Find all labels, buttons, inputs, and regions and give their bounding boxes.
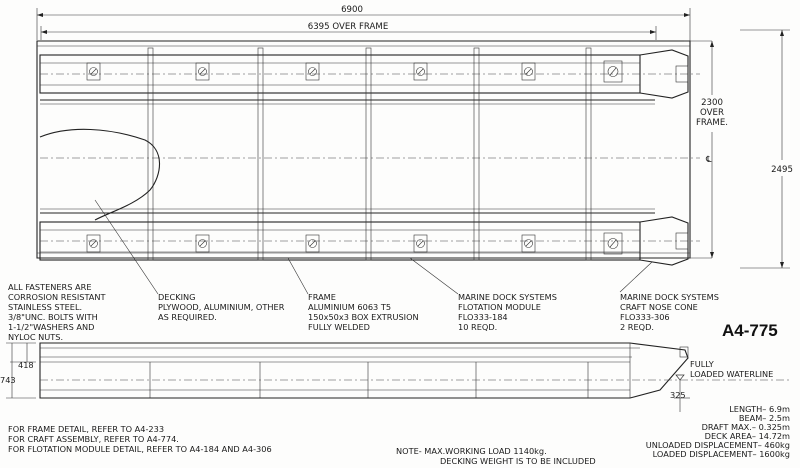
flotation-note-line: FLO333-184 <box>458 312 508 322</box>
fastener-note-line: 1-1/2"WASHERS AND <box>8 322 95 332</box>
flotation-note-line: FLOTATION MODULE <box>458 302 541 312</box>
flotation-note-line: 10 REQD. <box>458 322 498 332</box>
frame-note-line: FRAME <box>308 292 336 302</box>
fastener-note-line: ALL FASTENERS ARE <box>8 282 92 292</box>
side-height-dimensions <box>0 343 36 398</box>
frame-length-dimension <box>41 22 656 40</box>
waterline-note-line: LOADED WATERLINE <box>690 369 774 379</box>
spec-length: LENGTH– 6.9m <box>729 404 790 414</box>
spec-unloaded-displacement: UNLOADED DISPLACEMENT– 460kg <box>645 440 790 450</box>
specifications-block <box>646 404 790 459</box>
side-height-total-label: 743 <box>0 375 16 385</box>
drawing-number: A4-775 <box>722 321 778 340</box>
decking-note-line: AS REQUIRED. <box>158 312 217 322</box>
frame-note <box>288 258 419 332</box>
overall-length-label: 6900 <box>341 5 363 15</box>
nose-cone-note-line: CRAFT NOSE CONE <box>620 302 698 312</box>
fastener-note-line: CORROSION RESISTANT <box>8 292 106 302</box>
lower-bolts <box>87 233 622 254</box>
spec-draft: DRAFT MAX.– 0.325m <box>701 422 790 432</box>
frame-width-line-2: OVER <box>700 108 724 118</box>
reference-note-line: FOR CRAFT ASSEMBLY, REFER TO A4-774. <box>8 434 179 444</box>
fastener-note-line: 3/8"UNC. BOLTS WITH <box>8 312 98 322</box>
reference-note-line: FOR FLOTATION MODULE DETAIL, REFER TO A4-184 AND A4-306 <box>8 444 272 454</box>
spec-beam: BEAM– 2.5m <box>738 413 790 423</box>
centerline-symbol: ℄ <box>706 155 712 165</box>
overall-width-label: 2495 <box>771 165 793 175</box>
spec-deck-area: DECK AREA– 14.72m <box>704 431 790 441</box>
nose-cone-note-line: 2 REQD. <box>620 322 655 332</box>
plan-view <box>37 41 700 265</box>
working-load-line: DECKING WEIGHT IS TO BE INCLUDED <box>440 456 596 466</box>
frame-note-line: FULLY WELDED <box>308 322 370 332</box>
decking-cutaway <box>40 129 160 220</box>
frame-width-line-3: FRAME. <box>695 118 729 128</box>
frame-length-label: 6395 OVER FRAME <box>307 22 389 32</box>
flotation-note <box>410 258 557 332</box>
decking-note-line: PLYWOOD, ALUMINIUM, OTHER <box>158 302 285 312</box>
draft-label: 325 <box>670 390 686 400</box>
frame-note-line: ALUMINIUM 6063 T5 <box>308 302 392 312</box>
flotation-note-line: MARINE DOCK SYSTEMS <box>458 292 557 302</box>
reference-notes <box>8 424 272 454</box>
fastener-note-line: NYLOC NUTS. <box>8 332 64 342</box>
decking-note-line: DECKING <box>158 292 196 302</box>
fastener-note <box>8 282 107 342</box>
nose-cone-note-line: FLO333-306 <box>620 312 670 322</box>
reference-note-line: FOR FRAME DETAIL, REFER TO A4-233 <box>8 424 165 434</box>
nose-cone-note-line: MARINE DOCK SYSTEMS <box>620 292 719 302</box>
frame-width-line-1: 2300 <box>701 98 723 108</box>
spec-loaded-displacement: LOADED DISPLACEMENT– 1600kg <box>652 449 790 459</box>
fastener-note-line: STAINLESS STEEL. <box>8 302 83 312</box>
side-height-top-label: 418 <box>18 360 34 370</box>
waterline-note <box>690 359 773 379</box>
hull-outline <box>37 41 690 258</box>
upper-bolts <box>87 61 622 82</box>
frame-width-dimension <box>684 41 728 258</box>
nose-cone-note <box>620 262 719 332</box>
overall-width-dimension <box>740 30 793 268</box>
working-load-note <box>396 446 596 466</box>
working-load-line: NOTE- MAX.WORKING LOAD 1140kg. <box>396 446 547 456</box>
frame-note-line: 150x50x3 BOX EXTRUSION <box>308 312 419 322</box>
waterline-note-line: FULLY <box>690 359 714 369</box>
draft-dimension <box>670 380 690 412</box>
decking-note <box>95 200 285 322</box>
